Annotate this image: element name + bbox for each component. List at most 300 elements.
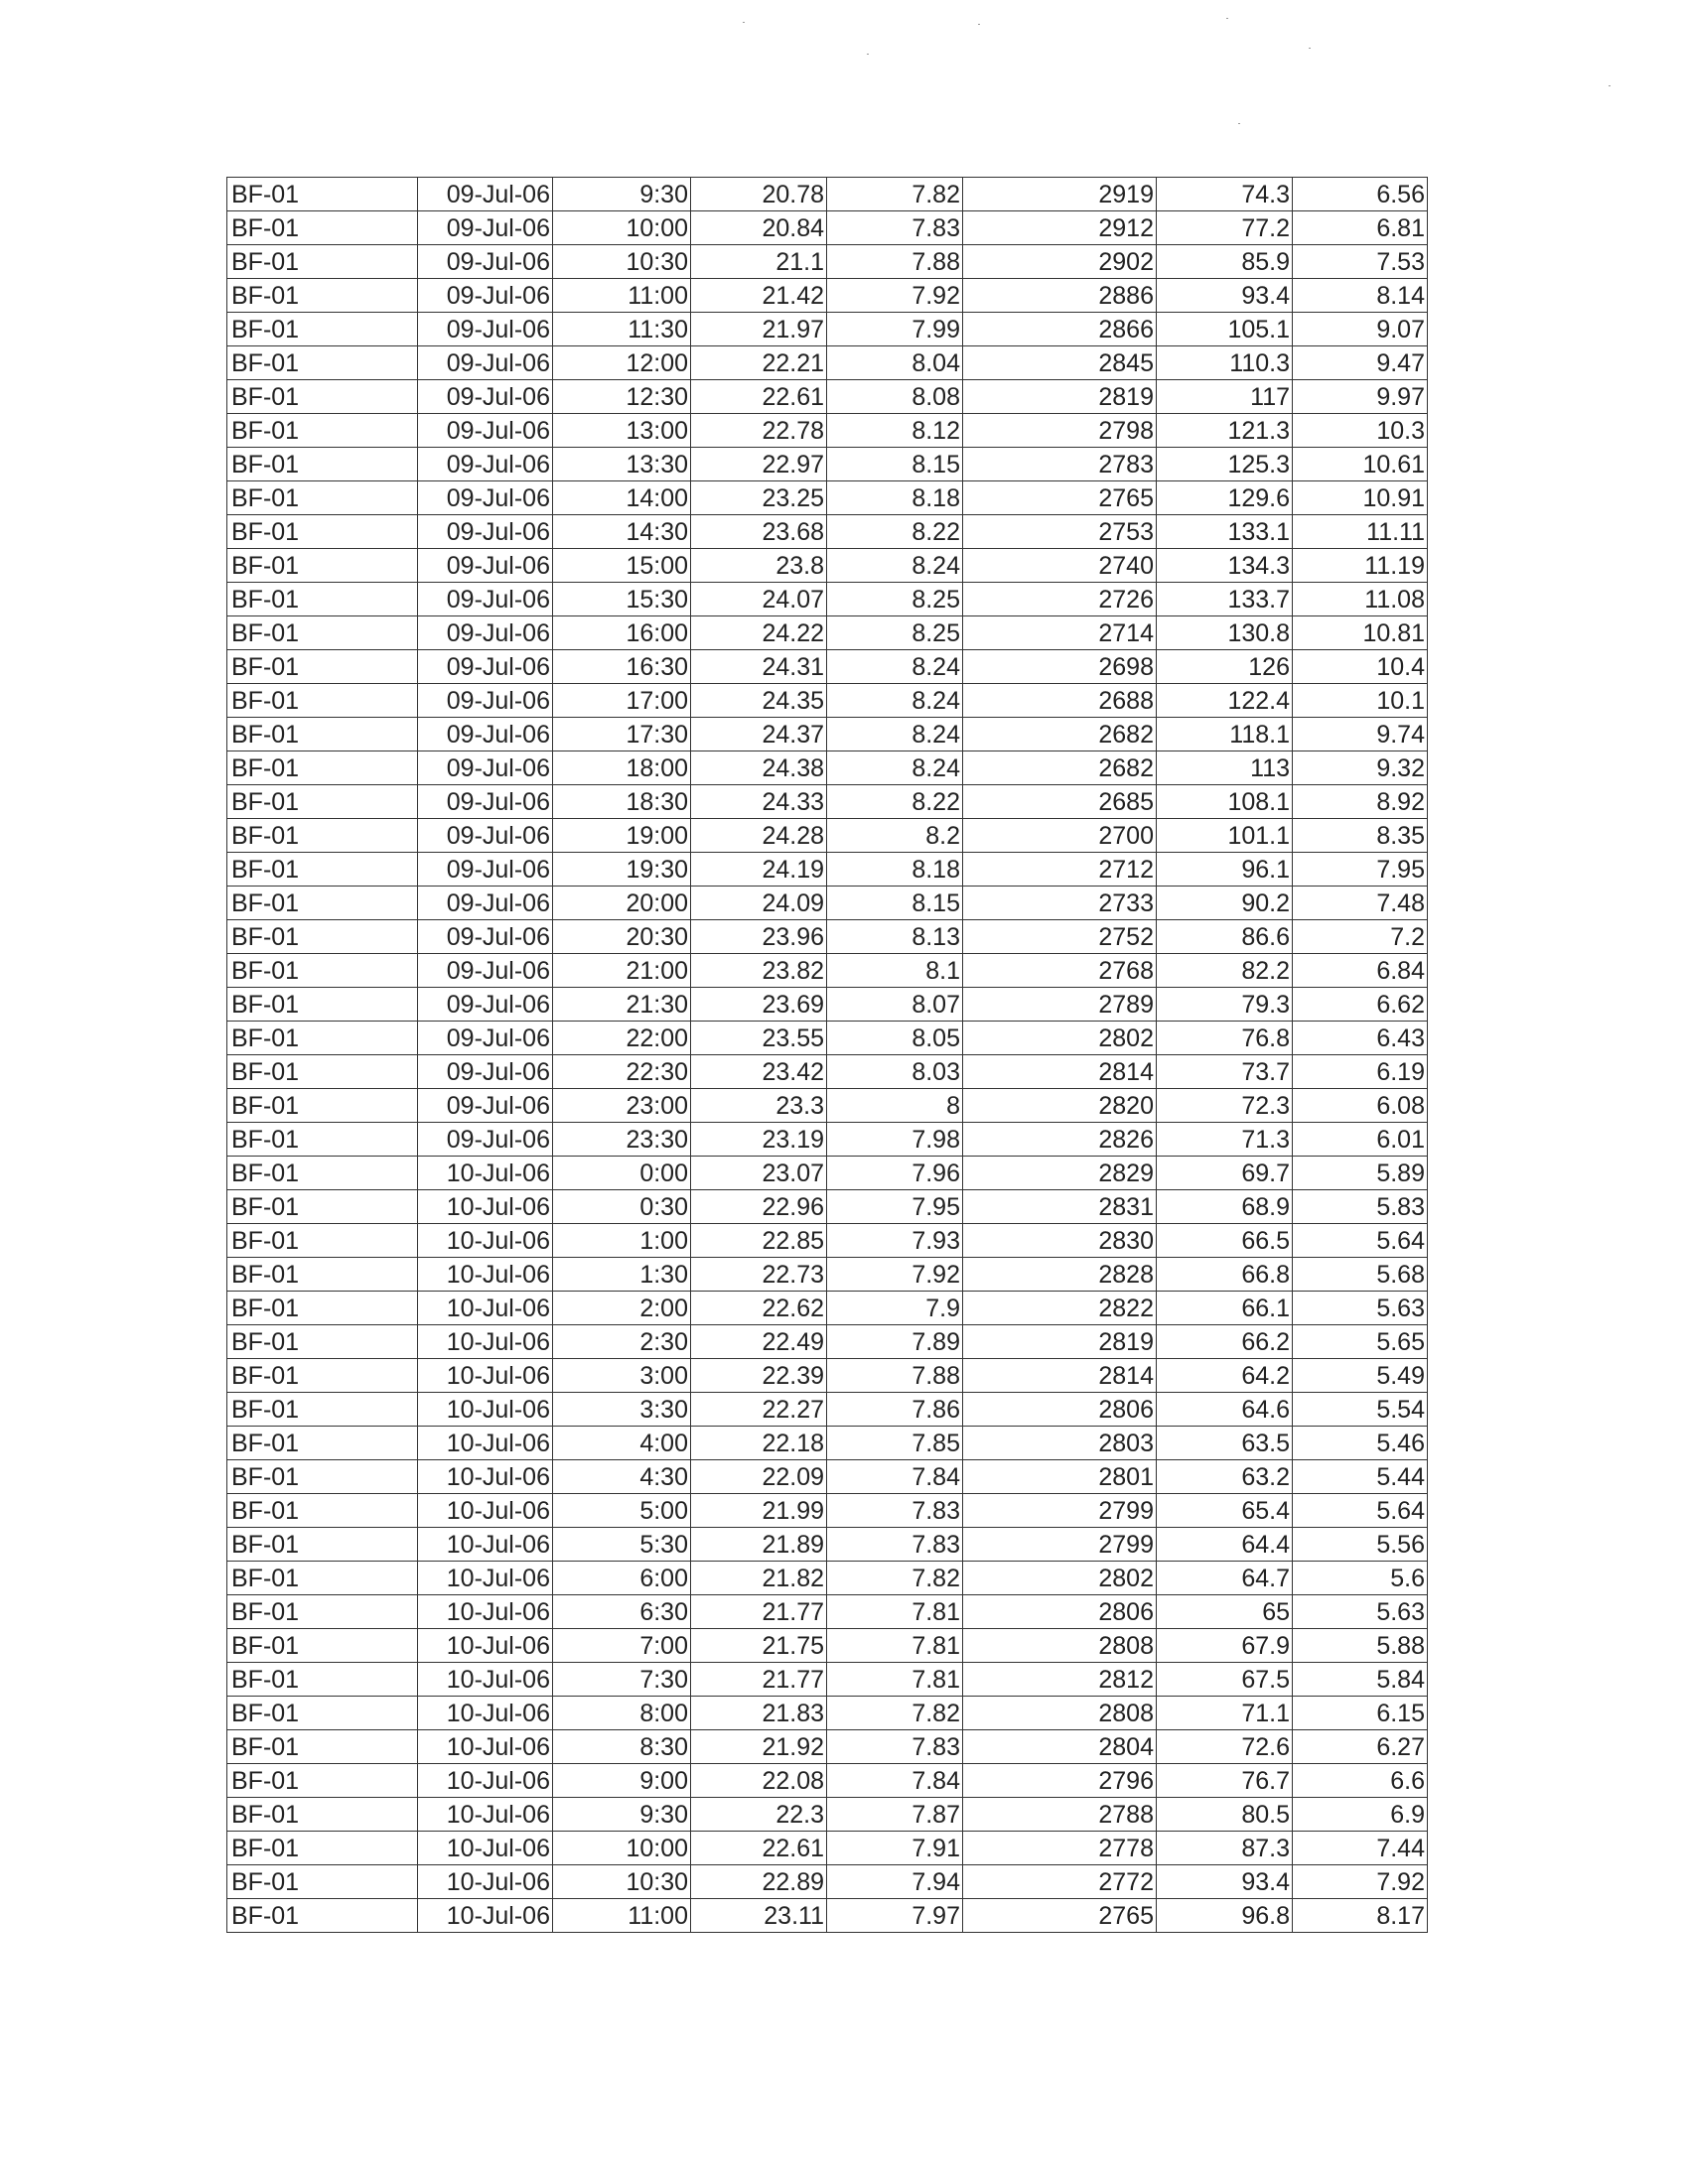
table-row — [227, 616, 1428, 650]
time-cell: 3:00 — [553, 1359, 691, 1393]
value-cell: 8.1 — [827, 954, 963, 988]
table-row — [227, 1089, 1428, 1123]
value-cell: 8.17 — [1293, 1899, 1428, 1933]
time-cell: 22:00 — [553, 1022, 691, 1055]
value-cell: 2822 — [963, 1292, 1157, 1325]
site-cell: BF-01 — [227, 1798, 418, 1832]
value-cell: 2806 — [963, 1595, 1157, 1629]
value-cell: 6.84 — [1293, 954, 1428, 988]
table-row — [227, 1055, 1428, 1089]
table-row — [227, 1224, 1428, 1258]
time-cell: 22:30 — [553, 1055, 691, 1089]
table-row — [227, 1629, 1428, 1663]
value-cell: 108.1 — [1157, 785, 1293, 819]
value-cell: 2802 — [963, 1562, 1157, 1595]
time-cell: 4:00 — [553, 1427, 691, 1460]
time-cell: 16:00 — [553, 616, 691, 650]
value-cell: 6.27 — [1293, 1730, 1428, 1764]
value-cell: 7.84 — [827, 1764, 963, 1798]
site-cell: BF-01 — [227, 279, 418, 313]
value-cell: 96.8 — [1157, 1899, 1293, 1933]
value-cell: 7.81 — [827, 1663, 963, 1697]
table-row — [227, 1123, 1428, 1157]
value-cell: 2682 — [963, 751, 1157, 785]
date-cell: 10-Jul-06 — [418, 1730, 553, 1764]
value-cell: 8.25 — [827, 616, 963, 650]
value-cell: 7.53 — [1293, 245, 1428, 279]
value-cell: 71.3 — [1157, 1123, 1293, 1157]
time-cell: 10:00 — [553, 1832, 691, 1865]
value-cell: 2789 — [963, 988, 1157, 1022]
table-row — [227, 1393, 1428, 1427]
site-cell: BF-01 — [227, 920, 418, 954]
value-cell: 2806 — [963, 1393, 1157, 1427]
table-row — [227, 751, 1428, 785]
value-cell: 8.14 — [1293, 279, 1428, 313]
date-cell: 10-Jul-06 — [418, 1832, 553, 1865]
value-cell: 7.92 — [827, 1258, 963, 1292]
time-cell: 0:30 — [553, 1190, 691, 1224]
site-cell: BF-01 — [227, 346, 418, 380]
value-cell: 22.61 — [691, 380, 827, 414]
value-cell: 8.15 — [827, 448, 963, 481]
time-cell: 0:00 — [553, 1157, 691, 1190]
value-cell: 8.13 — [827, 920, 963, 954]
time-cell: 14:00 — [553, 481, 691, 515]
value-cell: 101.1 — [1157, 819, 1293, 853]
value-cell: 5.63 — [1293, 1292, 1428, 1325]
value-cell: 6.08 — [1293, 1089, 1428, 1123]
value-cell: 2740 — [963, 549, 1157, 583]
value-cell: 7.96 — [827, 1157, 963, 1190]
value-cell: 24.09 — [691, 887, 827, 920]
table-row — [227, 448, 1428, 481]
value-cell: 8.07 — [827, 988, 963, 1022]
value-cell: 22.08 — [691, 1764, 827, 1798]
value-cell: 105.1 — [1157, 313, 1293, 346]
time-cell: 11:00 — [553, 1899, 691, 1933]
table-row — [227, 887, 1428, 920]
site-cell: BF-01 — [227, 718, 418, 751]
time-cell: 9:00 — [553, 1764, 691, 1798]
value-cell: 79.3 — [1157, 988, 1293, 1022]
value-cell: 6.9 — [1293, 1798, 1428, 1832]
value-cell: 10.1 — [1293, 684, 1428, 718]
value-cell: 5.64 — [1293, 1224, 1428, 1258]
value-cell: 6.56 — [1293, 178, 1428, 211]
date-cell: 09-Jul-06 — [418, 616, 553, 650]
value-cell: 64.4 — [1157, 1528, 1293, 1562]
time-cell: 6:30 — [553, 1595, 691, 1629]
value-cell: 7.82 — [827, 1562, 963, 1595]
site-cell: BF-01 — [227, 1899, 418, 1933]
value-cell: 2700 — [963, 819, 1157, 853]
value-cell: 24.37 — [691, 718, 827, 751]
value-cell: 2830 — [963, 1224, 1157, 1258]
value-cell: 24.31 — [691, 650, 827, 684]
value-cell: 23.11 — [691, 1899, 827, 1933]
table-row — [227, 1697, 1428, 1730]
value-cell: 64.2 — [1157, 1359, 1293, 1393]
value-cell: 133.1 — [1157, 515, 1293, 549]
value-cell: 126 — [1157, 650, 1293, 684]
value-cell: 2919 — [963, 178, 1157, 211]
value-cell: 23.55 — [691, 1022, 827, 1055]
value-cell: 7.99 — [827, 313, 963, 346]
value-cell: 2772 — [963, 1865, 1157, 1899]
value-cell: 7.86 — [827, 1393, 963, 1427]
value-cell: 2814 — [963, 1359, 1157, 1393]
site-cell: BF-01 — [227, 245, 418, 279]
value-cell: 7.83 — [827, 211, 963, 245]
value-cell: 20.78 — [691, 178, 827, 211]
time-cell: 23:00 — [553, 1089, 691, 1123]
value-cell: 8.22 — [827, 785, 963, 819]
value-cell: 21.97 — [691, 313, 827, 346]
value-cell: 21.99 — [691, 1494, 827, 1528]
value-cell: 74.3 — [1157, 178, 1293, 211]
value-cell: 2820 — [963, 1089, 1157, 1123]
time-cell: 21:00 — [553, 954, 691, 988]
time-cell: 11:30 — [553, 313, 691, 346]
date-cell: 09-Jul-06 — [418, 920, 553, 954]
value-cell: 122.4 — [1157, 684, 1293, 718]
date-cell: 10-Jul-06 — [418, 1393, 553, 1427]
value-cell: 7.89 — [827, 1325, 963, 1359]
value-cell: 67.9 — [1157, 1629, 1293, 1663]
table-row — [227, 1899, 1428, 1933]
site-cell: BF-01 — [227, 1629, 418, 1663]
value-cell: 68.9 — [1157, 1190, 1293, 1224]
value-cell: 7.88 — [827, 1359, 963, 1393]
value-cell: 24.07 — [691, 583, 827, 616]
table-row — [227, 1798, 1428, 1832]
site-cell: BF-01 — [227, 616, 418, 650]
value-cell: 8.22 — [827, 515, 963, 549]
scan-speck — [1238, 123, 1240, 124]
value-cell: 23.42 — [691, 1055, 827, 1089]
table-row — [227, 1663, 1428, 1697]
value-cell: 7.94 — [827, 1865, 963, 1899]
value-cell: 66.1 — [1157, 1292, 1293, 1325]
date-cell: 10-Jul-06 — [418, 1494, 553, 1528]
site-cell: BF-01 — [227, 1865, 418, 1899]
value-cell: 9.97 — [1293, 380, 1428, 414]
value-cell: 2801 — [963, 1460, 1157, 1494]
value-cell: 2768 — [963, 954, 1157, 988]
time-cell: 11:00 — [553, 279, 691, 313]
date-cell: 09-Jul-06 — [418, 448, 553, 481]
value-cell: 2798 — [963, 414, 1157, 448]
site-cell: BF-01 — [227, 313, 418, 346]
value-cell: 8.18 — [827, 481, 963, 515]
date-cell: 09-Jul-06 — [418, 414, 553, 448]
value-cell: 10.91 — [1293, 481, 1428, 515]
value-cell: 67.5 — [1157, 1663, 1293, 1697]
site-cell: BF-01 — [227, 988, 418, 1022]
site-cell: BF-01 — [227, 1292, 418, 1325]
value-cell: 2752 — [963, 920, 1157, 954]
value-cell: 20.84 — [691, 211, 827, 245]
value-cell: 22.09 — [691, 1460, 827, 1494]
time-cell: 20:00 — [553, 887, 691, 920]
site-cell: BF-01 — [227, 650, 418, 684]
table-body — [227, 178, 1428, 1933]
date-cell: 10-Jul-06 — [418, 1562, 553, 1595]
value-cell: 7.87 — [827, 1798, 963, 1832]
value-cell: 22.21 — [691, 346, 827, 380]
table-row — [227, 380, 1428, 414]
value-cell: 66.2 — [1157, 1325, 1293, 1359]
time-cell: 13:00 — [553, 414, 691, 448]
value-cell: 5.46 — [1293, 1427, 1428, 1460]
site-cell: BF-01 — [227, 178, 418, 211]
table-row — [227, 920, 1428, 954]
value-cell: 22.85 — [691, 1224, 827, 1258]
date-cell: 10-Jul-06 — [418, 1697, 553, 1730]
value-cell: 8.2 — [827, 819, 963, 853]
value-cell: 2712 — [963, 853, 1157, 887]
value-cell: 9.07 — [1293, 313, 1428, 346]
value-cell: 2866 — [963, 313, 1157, 346]
value-cell: 7.9 — [827, 1292, 963, 1325]
value-cell: 21.1 — [691, 245, 827, 279]
value-cell: 23.96 — [691, 920, 827, 954]
site-cell: BF-01 — [227, 380, 418, 414]
date-cell: 10-Jul-06 — [418, 1764, 553, 1798]
site-cell: BF-01 — [227, 684, 418, 718]
value-cell: 23.8 — [691, 549, 827, 583]
site-cell: BF-01 — [227, 1427, 418, 1460]
table-row — [227, 1832, 1428, 1865]
scan-speck — [867, 54, 869, 55]
value-cell: 7.48 — [1293, 887, 1428, 920]
value-cell: 22.73 — [691, 1258, 827, 1292]
value-cell: 7.84 — [827, 1460, 963, 1494]
table-row — [227, 819, 1428, 853]
value-cell: 77.2 — [1157, 211, 1293, 245]
time-cell: 10:30 — [553, 1865, 691, 1899]
value-cell: 11.11 — [1293, 515, 1428, 549]
table-row — [227, 1359, 1428, 1393]
table-row — [227, 718, 1428, 751]
value-cell: 10.61 — [1293, 448, 1428, 481]
data-table — [226, 177, 1428, 1933]
value-cell: 5.68 — [1293, 1258, 1428, 1292]
value-cell: 5.64 — [1293, 1494, 1428, 1528]
date-cell: 09-Jul-06 — [418, 954, 553, 988]
scan-speck — [1226, 18, 1228, 19]
value-cell: 7.92 — [827, 279, 963, 313]
time-cell: 19:00 — [553, 819, 691, 853]
value-cell: 7.92 — [1293, 1865, 1428, 1899]
value-cell: 22.96 — [691, 1190, 827, 1224]
value-cell: 24.33 — [691, 785, 827, 819]
value-cell: 7.2 — [1293, 920, 1428, 954]
value-cell: 63.2 — [1157, 1460, 1293, 1494]
value-cell: 7.83 — [827, 1730, 963, 1764]
table-row — [227, 954, 1428, 988]
site-cell: BF-01 — [227, 1359, 418, 1393]
site-cell: BF-01 — [227, 1157, 418, 1190]
value-cell: 2688 — [963, 684, 1157, 718]
date-cell: 09-Jul-06 — [418, 718, 553, 751]
date-cell: 09-Jul-06 — [418, 380, 553, 414]
scan-speck — [1309, 48, 1311, 49]
table-row — [227, 1764, 1428, 1798]
time-cell: 14:30 — [553, 515, 691, 549]
value-cell: 5.54 — [1293, 1393, 1428, 1427]
value-cell: 5.65 — [1293, 1325, 1428, 1359]
value-cell: 7.85 — [827, 1427, 963, 1460]
value-cell: 2845 — [963, 346, 1157, 380]
value-cell: 85.9 — [1157, 245, 1293, 279]
value-cell: 8.24 — [827, 684, 963, 718]
value-cell: 6.01 — [1293, 1123, 1428, 1157]
time-cell: 20:30 — [553, 920, 691, 954]
value-cell: 21.75 — [691, 1629, 827, 1663]
value-cell: 72.3 — [1157, 1089, 1293, 1123]
value-cell: 82.2 — [1157, 954, 1293, 988]
value-cell: 21.89 — [691, 1528, 827, 1562]
value-cell: 10.4 — [1293, 650, 1428, 684]
site-cell: BF-01 — [227, 1460, 418, 1494]
value-cell: 118.1 — [1157, 718, 1293, 751]
value-cell: 69.7 — [1157, 1157, 1293, 1190]
table-row — [227, 1494, 1428, 1528]
value-cell: 7.88 — [827, 245, 963, 279]
site-cell: BF-01 — [227, 1832, 418, 1865]
date-cell: 09-Jul-06 — [418, 1055, 553, 1089]
scan-speck — [1609, 85, 1611, 86]
site-cell: BF-01 — [227, 549, 418, 583]
value-cell: 8.24 — [827, 650, 963, 684]
value-cell: 22.97 — [691, 448, 827, 481]
value-cell: 117 — [1157, 380, 1293, 414]
site-cell: BF-01 — [227, 819, 418, 853]
date-cell: 09-Jul-06 — [418, 279, 553, 313]
table-row — [227, 245, 1428, 279]
value-cell: 65 — [1157, 1595, 1293, 1629]
value-cell: 23.82 — [691, 954, 827, 988]
value-cell: 2803 — [963, 1427, 1157, 1460]
value-cell: 8.35 — [1293, 819, 1428, 853]
date-cell: 10-Jul-06 — [418, 1258, 553, 1292]
value-cell: 21.42 — [691, 279, 827, 313]
site-cell: BF-01 — [227, 481, 418, 515]
value-cell: 8.15 — [827, 887, 963, 920]
date-cell: 09-Jul-06 — [418, 751, 553, 785]
value-cell: 6.6 — [1293, 1764, 1428, 1798]
value-cell: 2886 — [963, 279, 1157, 313]
time-cell: 17:00 — [553, 684, 691, 718]
table-row — [227, 414, 1428, 448]
date-cell: 09-Jul-06 — [418, 515, 553, 549]
value-cell: 2808 — [963, 1697, 1157, 1730]
site-cell: BF-01 — [227, 1325, 418, 1359]
value-cell: 2902 — [963, 245, 1157, 279]
time-cell: 10:00 — [553, 211, 691, 245]
site-cell: BF-01 — [227, 1764, 418, 1798]
site-cell: BF-01 — [227, 1562, 418, 1595]
value-cell: 2753 — [963, 515, 1157, 549]
value-cell: 2796 — [963, 1764, 1157, 1798]
value-cell: 7.93 — [827, 1224, 963, 1258]
time-cell: 9:30 — [553, 1798, 691, 1832]
value-cell: 2819 — [963, 1325, 1157, 1359]
time-cell: 5:30 — [553, 1528, 691, 1562]
time-cell: 1:00 — [553, 1224, 691, 1258]
value-cell: 22.18 — [691, 1427, 827, 1460]
value-cell: 7.81 — [827, 1629, 963, 1663]
value-cell: 7.97 — [827, 1899, 963, 1933]
value-cell: 73.7 — [1157, 1055, 1293, 1089]
value-cell: 6.81 — [1293, 211, 1428, 245]
value-cell: 21.92 — [691, 1730, 827, 1764]
value-cell: 125.3 — [1157, 448, 1293, 481]
time-cell: 15:30 — [553, 583, 691, 616]
value-cell: 2799 — [963, 1528, 1157, 1562]
time-cell: 4:30 — [553, 1460, 691, 1494]
time-cell: 18:30 — [553, 785, 691, 819]
value-cell: 23.3 — [691, 1089, 827, 1123]
value-cell: 6.43 — [1293, 1022, 1428, 1055]
value-cell: 8.24 — [827, 549, 963, 583]
table-row — [227, 1595, 1428, 1629]
value-cell: 8.24 — [827, 718, 963, 751]
value-cell: 2802 — [963, 1022, 1157, 1055]
value-cell: 5.49 — [1293, 1359, 1428, 1393]
date-cell: 09-Jul-06 — [418, 819, 553, 853]
value-cell: 5.6 — [1293, 1562, 1428, 1595]
value-cell: 11.08 — [1293, 583, 1428, 616]
site-cell: BF-01 — [227, 954, 418, 988]
value-cell: 7.95 — [1293, 853, 1428, 887]
date-cell: 10-Jul-06 — [418, 1325, 553, 1359]
site-cell: BF-01 — [227, 1697, 418, 1730]
value-cell: 23.68 — [691, 515, 827, 549]
site-cell: BF-01 — [227, 1123, 418, 1157]
value-cell: 66.8 — [1157, 1258, 1293, 1292]
value-cell: 23.25 — [691, 481, 827, 515]
value-cell: 5.56 — [1293, 1528, 1428, 1562]
value-cell: 90.2 — [1157, 887, 1293, 920]
date-cell: 09-Jul-06 — [418, 853, 553, 887]
value-cell: 5.89 — [1293, 1157, 1428, 1190]
table-row — [227, 1258, 1428, 1292]
value-cell: 21.82 — [691, 1562, 827, 1595]
date-cell: 09-Jul-06 — [418, 549, 553, 583]
value-cell: 23.69 — [691, 988, 827, 1022]
site-cell: BF-01 — [227, 751, 418, 785]
value-cell: 2812 — [963, 1663, 1157, 1697]
value-cell: 22.62 — [691, 1292, 827, 1325]
site-cell: BF-01 — [227, 1190, 418, 1224]
value-cell: 21.83 — [691, 1697, 827, 1730]
value-cell: 6.62 — [1293, 988, 1428, 1022]
value-cell: 2765 — [963, 1899, 1157, 1933]
time-cell: 23:30 — [553, 1123, 691, 1157]
table-row — [227, 650, 1428, 684]
date-cell: 09-Jul-06 — [418, 178, 553, 211]
value-cell: 8.03 — [827, 1055, 963, 1089]
value-cell: 63.5 — [1157, 1427, 1293, 1460]
date-cell: 09-Jul-06 — [418, 1123, 553, 1157]
site-cell: BF-01 — [227, 1258, 418, 1292]
value-cell: 22.89 — [691, 1865, 827, 1899]
value-cell: 2814 — [963, 1055, 1157, 1089]
time-cell: 12:00 — [553, 346, 691, 380]
